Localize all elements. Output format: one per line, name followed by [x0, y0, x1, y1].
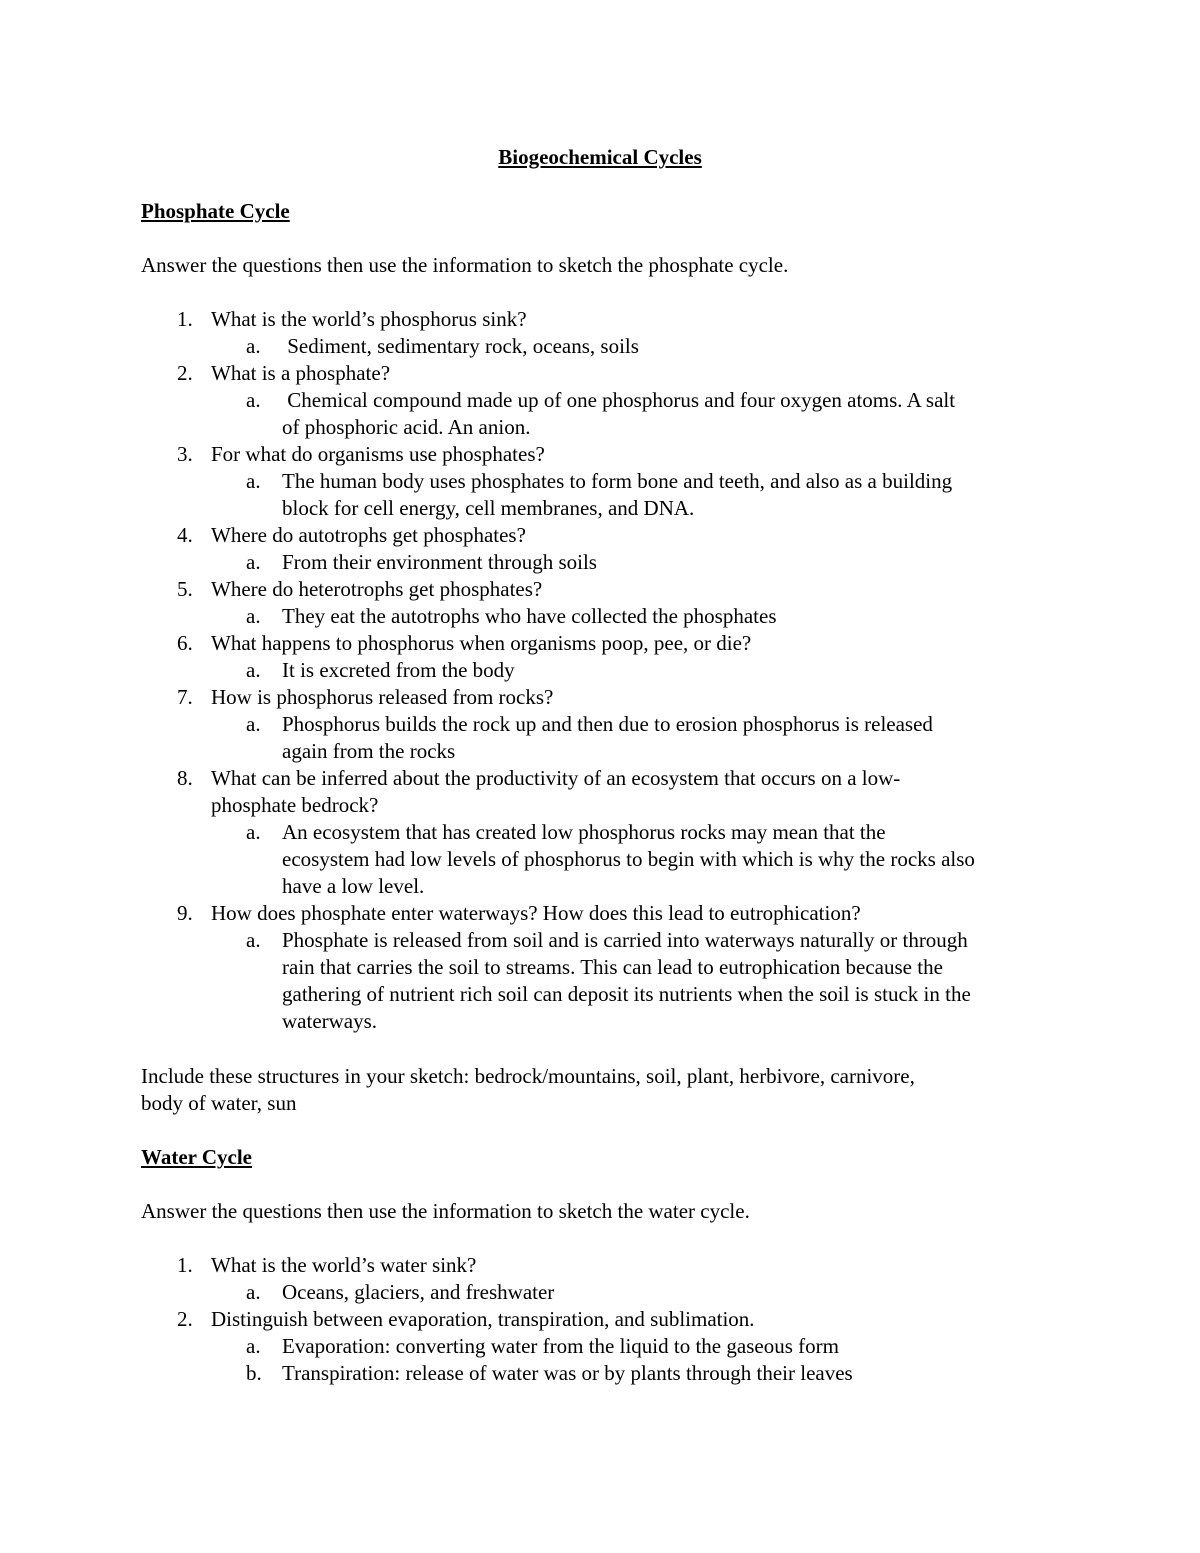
question-number: 7. — [177, 685, 193, 709]
answer-letter: a. — [246, 334, 261, 358]
answer-letter: a. — [246, 928, 261, 952]
water-question-list — [141, 1252, 1081, 1387]
question-number: 4. — [177, 523, 193, 547]
answer-letter: a. — [246, 388, 261, 412]
question-item — [141, 306, 1081, 333]
question-text: What can be inferred about the productivity of an ecosystem that occurs on a low- — [211, 766, 901, 790]
answer-text: The human body uses phosphates to form bone and teeth, and also as a building — [282, 469, 953, 493]
question-text: How does phosphate enter waterways? How does this lead to eutrophication? — [211, 901, 861, 925]
question-number: 6. — [177, 631, 193, 655]
question-item — [141, 1306, 1081, 1333]
answer-letter: a. — [246, 469, 261, 493]
water-cycle-heading: Water Cycle — [141, 1145, 252, 1169]
question-number: 8. — [177, 766, 193, 790]
question-item — [141, 900, 1081, 927]
answer-letter: a. — [246, 1280, 261, 1304]
phosphate-question-list — [141, 306, 1081, 1035]
answer-item — [141, 1333, 1081, 1360]
question-number: 2. — [177, 361, 193, 385]
question-item — [141, 360, 1081, 387]
question-number: 5. — [177, 577, 193, 601]
question-number: 1. — [177, 1253, 193, 1277]
question-text: Where do autotrophs get phosphates? — [211, 523, 526, 547]
question-number: 1. — [177, 307, 193, 331]
water-intro: Answer the questions then use the information to sketch the water cycle. — [141, 1199, 750, 1223]
answer-text: Chemical compound made up of one phosphorus and four oxygen atoms. A salt — [282, 388, 956, 412]
question-number: 2. — [177, 1307, 193, 1331]
question-number: 3. — [177, 442, 193, 466]
answer-item — [141, 657, 1081, 684]
phosphate-intro: Answer the questions then use the information to sketch the phosphate cycle. — [141, 253, 789, 277]
phosphate-cycle-heading: Phosphate Cycle — [141, 199, 290, 223]
question-item — [141, 684, 1081, 711]
answer-text: again from the rocks — [282, 739, 456, 763]
answer-text: An ecosystem that has created low phosphorus rocks may mean that the — [282, 820, 886, 844]
answer-item — [141, 819, 1081, 900]
answer-item — [141, 927, 1081, 1035]
answer-item — [141, 333, 1081, 360]
question-text: What happens to phosphorus when organisms poop, pee, or die? — [211, 631, 752, 655]
answer-text: block for cell energy, cell membranes, and DNA. — [282, 496, 695, 520]
answer-text: have a low level. — [282, 874, 425, 898]
answer-text: rain that carries the soil to streams. This can lead to eutrophication because the — [282, 955, 943, 979]
question-text: Distinguish between evaporation, transpiration, and sublimation. — [211, 1307, 755, 1331]
sketch-line: Include these structures in your sketch: bedrock/mountains, soil, plant, herbivore, carnivore, — [141, 1064, 915, 1088]
answer-item — [141, 1279, 1081, 1306]
answer-text: Evaporation: converting water from the liquid to the gaseous form — [282, 1334, 839, 1358]
answer-letter: a. — [246, 820, 261, 844]
answer-text: They eat the autotrophs who have collected the phosphates — [282, 604, 777, 628]
answer-text: ecosystem had low levels of phosphorus to begin with which is why the rocks also — [282, 847, 975, 871]
answer-text: Transpiration: release of water was or by plants through their leaves — [282, 1361, 853, 1385]
question-number: 9. — [177, 901, 193, 925]
phosphate-sketch-instructions — [141, 1063, 915, 1117]
answer-letter: a. — [246, 550, 261, 574]
question-text: What is the world’s phosphorus sink? — [211, 307, 527, 331]
answer-item — [141, 387, 1081, 441]
answer-text: From their environment through soils — [282, 550, 597, 574]
answer-text: Sediment, sedimentary rock, oceans, soils — [282, 334, 639, 358]
question-text: For what do organisms use phosphates? — [211, 442, 545, 466]
answer-text: gathering of nutrient rich soil can deposit its nutrients when the soil is stuck in the — [282, 982, 971, 1006]
question-text: How is phosphorus released from rocks? — [211, 685, 554, 709]
question-item — [141, 576, 1081, 603]
answer-item — [141, 468, 1081, 522]
answer-text: Phosphorus builds the rock up and then due to erosion phosphorus is released — [282, 712, 933, 736]
question-item — [141, 1252, 1081, 1279]
answer-item — [141, 711, 1081, 765]
answer-text: It is excreted from the body — [282, 658, 515, 682]
answer-letter: a. — [246, 712, 261, 736]
question-item — [141, 441, 1081, 468]
question-item — [141, 765, 1081, 819]
answer-item — [141, 549, 1081, 576]
question-item — [141, 522, 1081, 549]
question-text: What is a phosphate? — [211, 361, 391, 385]
question-item — [141, 630, 1081, 657]
answer-text: Oceans, glaciers, and freshwater — [282, 1280, 555, 1304]
question-text: What is the world’s water sink? — [211, 1253, 477, 1277]
answer-letter: a. — [246, 658, 261, 682]
document-title: Biogeochemical Cycles — [498, 145, 702, 169]
sketch-line: body of water, sun — [141, 1091, 297, 1115]
answer-letter: a. — [246, 1334, 261, 1358]
answer-text: waterways. — [282, 1009, 378, 1033]
answer-letter: a. — [246, 604, 261, 628]
answer-text: Phosphate is released from soil and is carried into waterways naturally or through — [282, 928, 968, 952]
answer-letter: b. — [246, 1361, 262, 1385]
answer-text: of phosphoric acid. An anion. — [282, 415, 531, 439]
answer-item — [141, 1360, 1081, 1387]
question-text: Where do heterotrophs get phosphates? — [211, 577, 543, 601]
question-text: phosphate bedrock? — [211, 793, 379, 817]
answer-item — [141, 603, 1081, 630]
